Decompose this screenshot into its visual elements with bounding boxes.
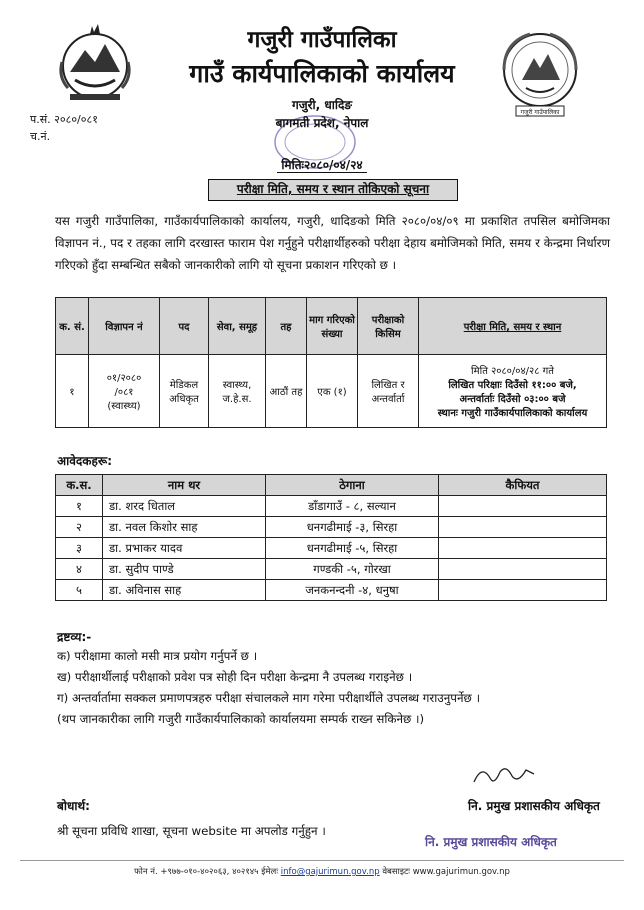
table-row xyxy=(56,559,607,580)
notice-title xyxy=(208,179,458,201)
table-row xyxy=(56,538,607,559)
applicants-table xyxy=(55,474,607,601)
cell-name: डा. अविनास साह xyxy=(103,580,266,601)
cell-remarks xyxy=(439,517,607,538)
cell-sn: १ xyxy=(56,496,103,517)
note-item: क) परीक्षामा कालो मसी मात्र प्रयोग गर्नुपर्ने छ । xyxy=(57,649,258,663)
cell-name: डा. प्रभाकर यादव xyxy=(103,538,266,559)
cell-sn: २ xyxy=(56,517,103,538)
cell-exam-type: लिखित र अन्तर्वार्ता xyxy=(358,355,419,428)
footer-phone: फोन नं. +९७७-०१०-४०२०६३, ४०२१४५ ईमेलः xyxy=(134,867,279,877)
cell-address: डाँडागाउँ - ८, सल्यान xyxy=(266,496,439,517)
cell-sn: ४ xyxy=(56,559,103,580)
signatory-title: नि. प्रमुख प्रशासकीय अधिकृत xyxy=(468,799,600,813)
note-item: (थप जानकारीका लागि गजुरी गाउँकार्यपालिकाको कार्यालयमा सम्पर्क राख्न सकिनेछ ।) xyxy=(57,712,425,726)
cell-level: आठौं तह xyxy=(266,355,307,428)
footer-website-link[interactable]: www.gajurimun.gov.np xyxy=(412,867,510,877)
cell-address: गण्डकी -५, गोरखा xyxy=(266,559,439,580)
signatory-stamp: नि. प्रमुख प्रशासकीय अधिकृत xyxy=(425,835,557,849)
note-item: ग) अन्तर्वार्तामा सक्कल प्रमाणपत्रहरु परीक्षा संचालकले माग गरेमा परीक्षार्थीले उपलब्ध गराउनुपर्नेछ । xyxy=(57,691,481,705)
header-schedule-text: परीक्षा मिति, समय र स्थान xyxy=(463,322,562,333)
notice-date-text: मितिः२०८०/०४/२४ xyxy=(277,158,366,173)
applicants-header-name: नाम थर xyxy=(103,475,266,496)
cell-sn: ३ xyxy=(56,538,103,559)
cell-address: धनगढीमाई -३, सिरहा xyxy=(266,517,439,538)
header-adv-no: विज्ञापन नं xyxy=(89,298,160,355)
schedule-written: लिखित परिक्षाः दिउँसो ११:०० बजे, xyxy=(448,380,577,391)
applicants-label: आवेदकहरू: xyxy=(57,454,113,468)
table-row xyxy=(56,355,607,428)
table-row xyxy=(56,517,607,538)
cell-name: डा. शरद धिताल xyxy=(103,496,266,517)
applicants-header-remarks: कैफियत xyxy=(439,475,607,496)
header-post: पद xyxy=(160,298,209,355)
cell-remarks xyxy=(439,496,607,517)
cell-demand: एक (१) xyxy=(307,355,358,428)
footer-email-link[interactable]: info@gajurimun.gov.np xyxy=(280,867,380,877)
notice-body: यस गजुरी गाउँपालिका, गाउँकार्यपालिकाको कार्यालय, गजुरी, धादिङको मिति २०८०/०४/०९ मा प्रकाशित तपसिल बमोजिमका विज्ञापन नं., पद र तहका लागि दरखास्त फाराम पेश गर्नुहुने परीक्षार्थीहरुको परीक्षा देहाय बमोजिमको मिति, समय र केन्द्रमा निर्धारण गरिएको हुँदा सम्बन्धित सबैको जानकारीको लागि यो सूचना प्रकाशन गरिएको छ । xyxy=(55,214,610,272)
table-header-row xyxy=(56,298,607,355)
header-sn: क. सं. xyxy=(56,298,89,355)
bodhartha-line: श्री सूचना प्रविधि शाखा, सूचना website मा अपलोड गर्नुहुन । xyxy=(57,824,326,838)
cell-name: डा. सुदीप पाण्डे xyxy=(103,559,266,580)
footer-divider xyxy=(20,860,624,861)
reference-number: प.सं. २०८०/०८१ xyxy=(30,113,98,126)
adv-no-line-1: ०१/२०८० xyxy=(106,373,142,384)
cell-post: मेडिकल अधिकृत xyxy=(160,355,209,428)
cell-remarks xyxy=(439,580,607,601)
municipality-name: गजुरी गाउँपालिका xyxy=(247,27,397,53)
header-level: तह xyxy=(266,298,307,355)
exam-schedule-table xyxy=(55,297,607,428)
cell-service: स्वास्थ्य, ज.हे.स. xyxy=(209,355,266,428)
notes-title: द्रष्टव्य:- xyxy=(57,630,92,644)
location-line-2: बागमती प्रदेश, नेपाल xyxy=(275,116,369,130)
footer-website-label: वेबसाइटः xyxy=(382,867,411,877)
header-service: सेवा, समूह xyxy=(209,298,266,355)
dispatch-number: च.नं. xyxy=(30,130,51,143)
cell-address: जनकनन्दनी -४, धनुषा xyxy=(266,580,439,601)
applicants-header-row xyxy=(56,475,607,496)
cell-address: धनगढीमाई -५, सिरहा xyxy=(266,538,439,559)
cell-adv-no xyxy=(89,355,160,428)
footer xyxy=(0,866,644,877)
svg-text:गजुरी गाउँपालिका: गजुरी गाउँपालिका xyxy=(520,109,560,116)
adv-no-line-2: /०८१ xyxy=(114,387,134,398)
cell-sn: १ xyxy=(56,355,89,428)
location-line-1: गजुरी, धादिङ xyxy=(291,98,353,112)
signature-icon xyxy=(470,762,540,790)
office-name: गाउँ कार्यपालिकाको कार्यालय xyxy=(189,59,455,88)
table-row xyxy=(56,580,607,601)
header-schedule xyxy=(419,298,607,355)
cell-name: डा. नवल किशोर साह xyxy=(103,517,266,538)
adv-no-line-3: (स्वास्थ्य) xyxy=(107,401,141,412)
cell-sn: ५ xyxy=(56,580,103,601)
header-exam-type: परीक्षाको किसिम xyxy=(358,298,419,355)
bodhartha-label: बोधार्थ: xyxy=(57,799,90,813)
cell-schedule xyxy=(419,355,607,428)
applicants-header-address: ठेगाना xyxy=(266,475,439,496)
notice-title-text: परीक्षा मिति, समय र स्थान तोकिएको सूचना xyxy=(236,182,430,196)
schedule-interview: अन्तर्वार्ताः दिउँसो ०३:०० बजे xyxy=(459,394,566,405)
schedule-venue: स्थानः गजुरी गाउँकार्यपालिकाको कार्यालय xyxy=(437,408,588,419)
notice-date xyxy=(0,156,644,173)
schedule-date: मिति २०८०/०४/२८ गते xyxy=(471,366,554,377)
applicants-header-sn: क.स. xyxy=(56,475,103,496)
cell-remarks xyxy=(439,538,607,559)
table-row xyxy=(56,496,607,517)
header-demand: माग गरिएको संख्या xyxy=(307,298,358,355)
cell-remarks xyxy=(439,559,607,580)
note-item: ख) परीक्षार्थीलाई परीक्षाको प्रवेश पत्र सोही दिन परीक्षा केन्द्रमा नै उपलब्ध गराइनेछ । xyxy=(57,670,413,684)
